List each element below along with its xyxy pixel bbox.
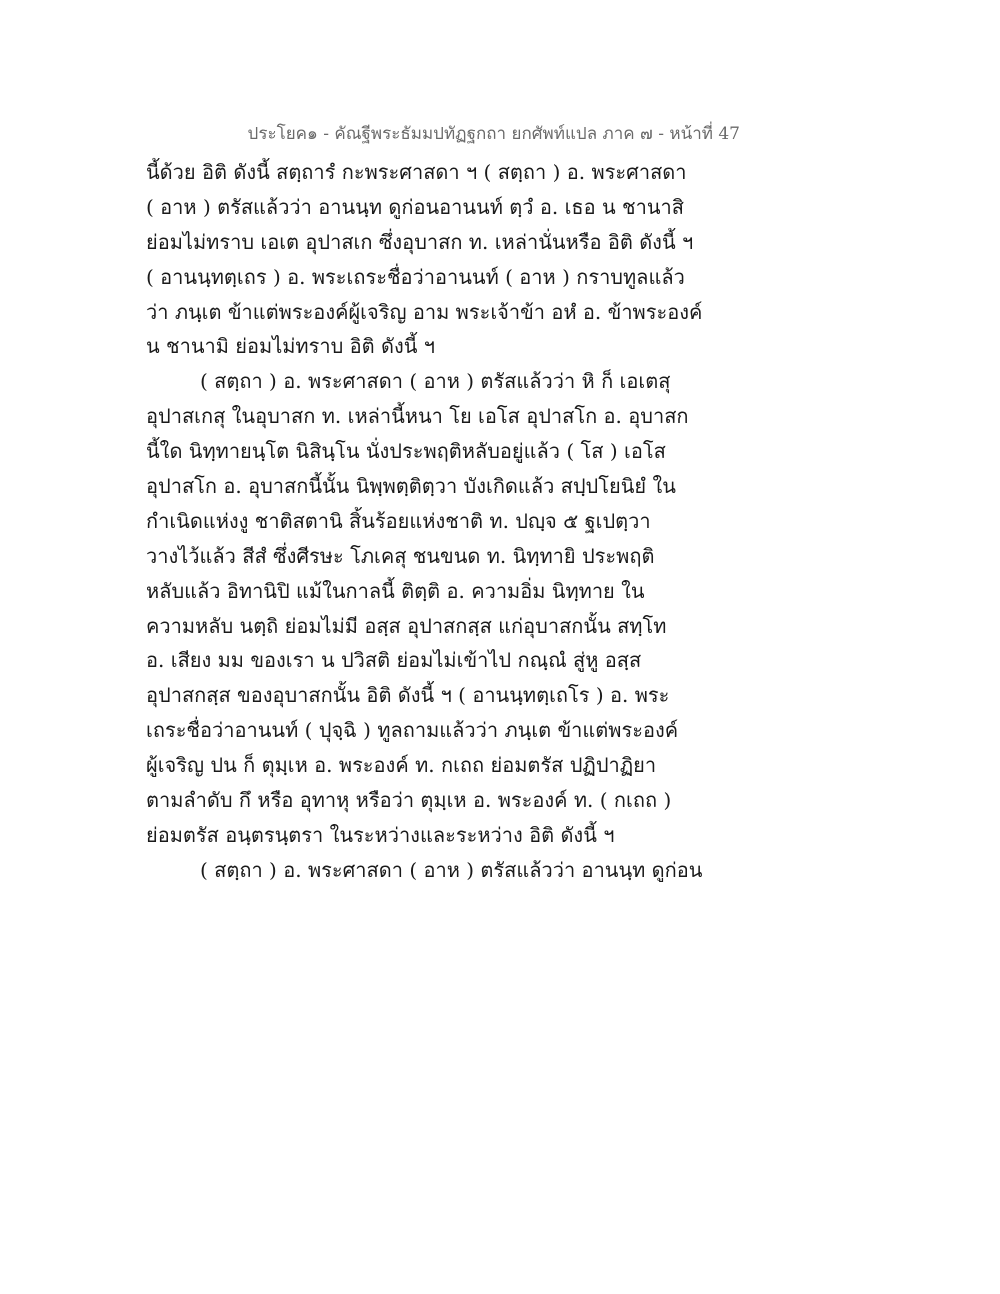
text-line-paragraph-start: ( สตฺถา ) อ. พระศาสดา ( อาห ) ตรัสแล้วว่า อานนฺท ดูก่อน [200,857,703,882]
text-line: นี้ด้วย อิติ ดังนี้ สตฺถารํ กะพระศาสดา ฯ ( สตฺถา ) อ. พระศาสดา [146,160,687,184]
text-line: นี้ใด นิทฺทายนฺโต นิสินฺโน นั่งประพฤติหลับอยู่แล้ว ( โส ) เอโส [146,439,666,464]
text-line: อุปาสเกสุ ในอุบาสก ท. เหล่านี้หนา โย เอโส อุปาสโก อ. อุบาสก [146,404,689,429]
text-line: หลับแล้ว อิทานิปิ แม้ในกาลนี้ ติตฺติ อ. ความอิ่ม นิทฺทาย ใน [146,578,645,603]
text-line: อุปาสกสฺส ของอุบาสกนั้น อิติ ดังนี้ ฯ ( อานนฺทตฺเถโร ) อ. พระ [146,683,670,708]
text-line: ตามลำดับ กึ หรือ อุทาหุ หรือว่า ตุมฺเห อ. พระองค์ ท. ( กเถถ ) [146,788,672,813]
text-line: ว่า ภนฺเต ข้าแต่พระองค์ผู้เจริญ อาม พระเจ้าข้า อหํ อ. ข้าพระองค์ [146,299,703,324]
running-header: ประโยค๑ - คัณฐีพระธัมมปทัฏฐกถา ยกศัพท์แปล ภาค ๗ - หน้าที่ 47 [247,124,740,144]
text-line: ( อาห ) ตรัสแล้วว่า อานนฺท ดูก่อนอานนท์ ตฺวํ อ. เธอ น ชานาสิ [146,194,684,219]
text-line: น ชานามิ ย่อมไม่ทราบ อิติ ดังนี้ ฯ [146,334,436,359]
text-line: ความหลับ นตฺถิ ย่อมไม่มี อสฺส อุปาสกสฺส แก่อุบาสกนั้น สทฺโท [146,613,667,638]
text-line: อุปาสโก อ. อุบาสกนี้นั้น นิพฺพตฺติตฺวา บังเกิดแล้ว สปฺปโยนิยํ ใน [146,474,676,499]
text-line: กำเนิดแห่งงู ชาติสตานิ สิ้นร้อยแห่งชาติ ท. ปญฺจ ๕ ฐเปตฺวา [146,508,651,533]
text-line-paragraph-start: ( สตฺถา ) อ. พระศาสดา ( อาห ) ตรัสแล้วว่า หิ ก็ เอเตสุ [200,369,671,394]
text-line: วางไว้แล้ว สีสํ ซึ่งศีรษะ โภเคสุ ชนขนด ท. นิทฺทายิ ประพฤติ [146,543,655,568]
text-line: อ. เสียง มม ของเรา น ปวิสติ ย่อมไม่เข้าไป กณฺณํ สู่หู อสฺส [146,648,642,673]
text-line: ( อานนฺทตฺเถร ) อ. พระเถระชื่อว่าอานนท์ ( อาห ) กราบทูลแล้ว [146,264,685,289]
text-line: ย่อมไม่ทราบ เอเต อุปาสเก ซึ่งอุบาสก ท. เหล่านั่นหรือ อิติ ดังนี้ ฯ [146,229,694,254]
text-line: ย่อมตรัส อนฺตรนฺตรา ในระหว่างและระหว่าง อิติ ดังนี้ ฯ [146,822,615,847]
text-line: เถระชื่อว่าอานนท์ ( ปุจฺฉิ ) ทูลถามแล้วว่า ภนฺเต ข้าแต่พระองค์ [146,718,679,743]
body-text [146,155,706,888]
text-line: ผู้เจริญ ปน ก็ ตุมฺเห อ. พระองค์ ท. กเถถ ย่อมตรัส ปฏิปาฏิยา [146,753,657,778]
